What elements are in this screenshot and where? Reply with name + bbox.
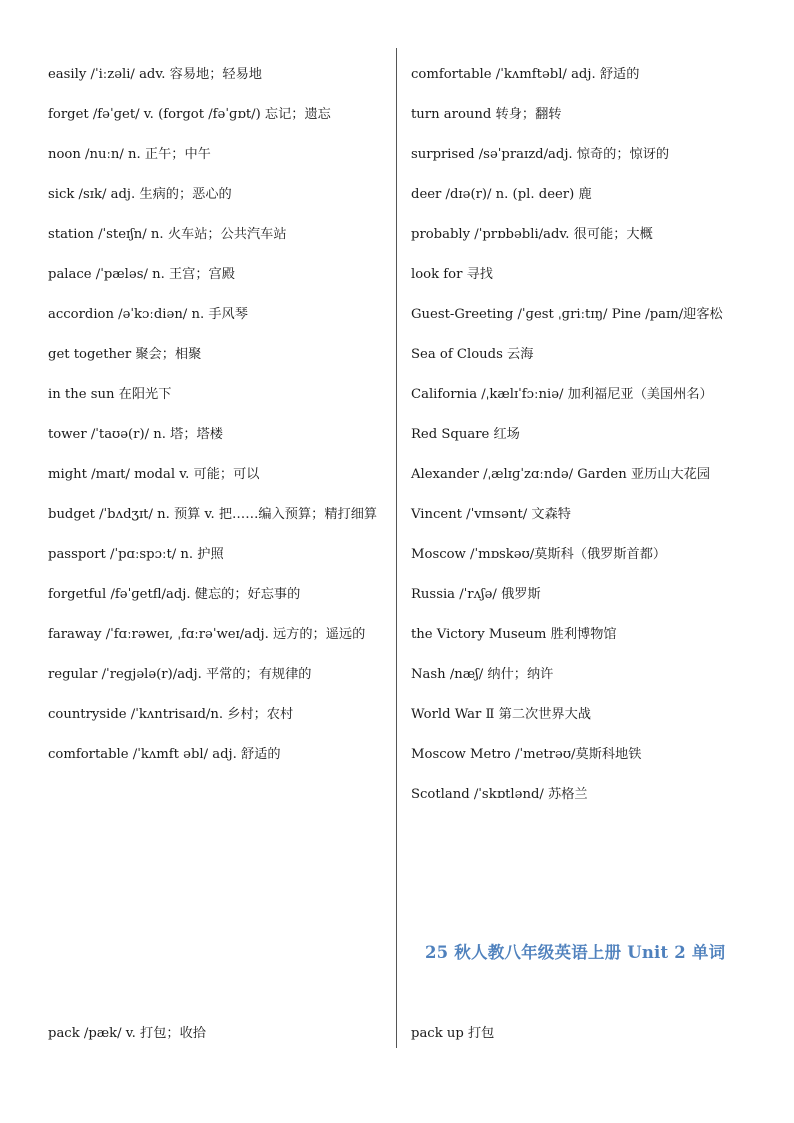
vocab-entry: might /maɪt/ modal v. 可能；可以 (48, 467, 260, 482)
vocab-entry-bottom-right: pack up 打包 (411, 1026, 495, 1041)
vocab-entry: passport /ˈpɑːspɔːt/ n. 护照 (48, 547, 224, 562)
vocab-entry: comfortable /ˈkʌmft əbl/ adj. 舒适的 (48, 747, 281, 762)
column-divider (396, 48, 397, 1048)
vocab-entry-bottom-left: pack /pæk/ v. 打包；收拾 (48, 1026, 206, 1041)
vocab-entry: easily /ˈiːzəli/ adv. 容易地；轻易地 (48, 67, 262, 82)
vocab-entry: palace /ˈpæləs/ n. 王宫；宫殿 (48, 267, 235, 282)
vocab-entry: faraway /ˈfɑːrəweɪ, ˌfɑːrəˈweɪ/adj. 远方的；遥远的 (48, 627, 366, 642)
vocab-entry: Russia /ˈrʌʃə/ 俄罗斯 (411, 587, 541, 602)
document-caption: 25 秋人教八年级英语上册 Unit 2 单词 (425, 943, 726, 962)
vocab-entry: Nash /næʃ/ 纳什；纳许 (411, 667, 554, 682)
vocab-entry: budget /ˈbʌdʒɪt/ n. 预算 v. 把……编入预算；精打细算 (48, 507, 378, 522)
right-vocab-column (411, 55, 751, 815)
vocab-entry: turn around 转身；翻转 (411, 107, 562, 122)
vocab-entry: in the sun 在阳光下 (48, 387, 172, 402)
vocab-entry: probably /ˈprɒbəbli/adv. 很可能；大概 (411, 227, 653, 242)
vocab-entry: accordion /əˈkɔːdiən/ n. 手风琴 (48, 307, 248, 322)
vocab-entry: deer /dɪə(r)/ n. (pl. deer) 鹿 (411, 187, 592, 202)
vocab-entry: regular /ˈreɡjələ(r)/adj. 平常的；有规律的 (48, 667, 312, 682)
left-vocab-column (48, 55, 388, 775)
vocab-entry: Moscow /ˈmɒskəʊ/莫斯科（俄罗斯首都） (411, 547, 667, 562)
vocab-entry: Scotland /ˈskɒtlənd/ 苏格兰 (411, 787, 588, 802)
vocab-entry: Guest-Greeting /ˈɡest ˌɡriːtɪŋ/ Pine /paɪn/迎客松 (411, 307, 723, 322)
vocab-entry: the Victory Museum 胜利博物馆 (411, 627, 617, 642)
vocab-entry: Vincent /ˈvɪnsənt/ 文森特 (411, 507, 571, 522)
vocab-entry: station /ˈsteɪʃn/ n. 火车站；公共汽车站 (48, 227, 287, 242)
vocab-entry: California /ˌkælɪˈfɔːniə/ 加利福尼亚（美国州名） (411, 387, 713, 402)
vocab-entry: forgetful /fəˈɡetfl/adj. 健忘的；好忘事的 (48, 587, 301, 602)
vocab-entry: sick /sɪk/ adj. 生病的；恶心的 (48, 187, 232, 202)
vocab-entry: noon /nuːn/ n. 正午；中午 (48, 147, 211, 162)
vocab-entry: countryside /ˈkʌntrisaɪd/n. 乡村；农村 (48, 707, 294, 722)
vocab-entry: tower /ˈtaʊə(r)/ n. 塔；塔楼 (48, 427, 223, 442)
vocab-entry: Alexander /ˌælɪɡˈzɑːndə/ Garden 亚历山大花园 (411, 467, 711, 482)
vocab-entry: surprised /səˈpraɪzd/adj. 惊奇的；惊讶的 (411, 147, 670, 162)
vocab-entry: forget /fəˈɡet/ v. (forgot /fəˈɡɒt/) 忘记；遗忘 (48, 107, 331, 122)
vocab-entry: World War Ⅱ 第二次世界大战 (411, 707, 591, 722)
vocab-entry: Red Square 红场 (411, 427, 520, 442)
vocab-entry: Moscow Metro /ˈmetrəʊ/莫斯科地铁 (411, 747, 642, 762)
vocab-entry: Sea of Clouds 云海 (411, 347, 534, 362)
vocab-entry: get together 聚会；相聚 (48, 347, 202, 362)
vocab-entry: comfortable /ˈkʌmftəbl/ adj. 舒适的 (411, 67, 640, 82)
vocab-entry: look for 寻找 (411, 267, 493, 282)
